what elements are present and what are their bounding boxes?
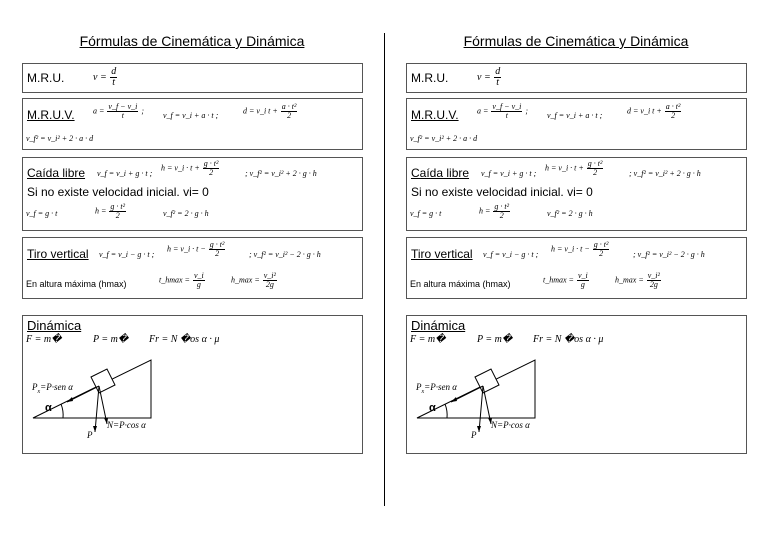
px-label-main: P	[416, 382, 422, 392]
tiro-thmax-den: g	[196, 280, 201, 289]
tiro-hmax-num: v_i²	[263, 271, 276, 280]
caida-h0-den: 2	[499, 211, 504, 220]
caida-h0-lhs: h =	[479, 206, 491, 216]
px-label-main: P	[32, 382, 38, 392]
p-label: P	[87, 430, 93, 440]
mru-formula-num: d	[495, 66, 501, 77]
px-label-rest: =P·sen α	[40, 382, 73, 392]
mruv-label: M.R.U.V.	[27, 108, 75, 122]
caida-h-num: g · t²	[203, 159, 219, 168]
caida-formula-h0	[479, 203, 511, 220]
px-arrow-head	[451, 397, 457, 402]
caida-formula-h0	[95, 203, 127, 220]
tiro-thmax-den: g	[580, 280, 585, 289]
caida-formula-vf: v_f = v_i + g · t ;	[481, 169, 537, 178]
dinamica-formula-fr: Fr = N �os α · μ	[149, 334, 220, 345]
caida-libre-box	[22, 157, 363, 231]
page-title: Fórmulas de Cinemática y Dinámica	[463, 33, 689, 49]
mruv-formula-vf: v_f = v_i + a · t ;	[547, 111, 603, 120]
tiro-hmax-lhs: h_max =	[615, 275, 644, 285]
tiro-formula-h	[551, 241, 610, 258]
caida-h0-lhs: h =	[95, 206, 107, 216]
tiro-formula-h	[167, 241, 226, 258]
caida-h-lhs: h = v_i · t +	[161, 163, 200, 173]
caida-note: Si no existe velocidad inicial. vi= 0	[27, 185, 209, 199]
mru-formula-lhs: v =	[477, 71, 491, 83]
mruv-d-num: a · t²	[665, 102, 681, 111]
px-arrow-head	[67, 397, 73, 402]
tiro-note: En altura máxima (hmax)	[410, 279, 511, 289]
mruv-formula-d	[243, 103, 298, 120]
caida-h0-num: g · t²	[110, 202, 126, 211]
p-arrow	[479, 386, 483, 432]
mruv-d-den: 2	[287, 111, 292, 120]
mru-box	[406, 63, 747, 93]
mruv-label: M.R.U.V.	[411, 108, 459, 122]
tiro-formula-thmax	[159, 272, 206, 289]
mruv-d-num: a · t²	[281, 102, 297, 111]
caida-h0-den: 2	[115, 211, 120, 220]
caida-note: Si no existe velocidad inicial. vi= 0	[411, 185, 593, 199]
n-label: N=P·cos α	[107, 420, 146, 430]
tiro-thmax-lhs: t_hmax =	[159, 275, 190, 285]
caida-formula-vf-gt: v_f = g · t	[26, 209, 58, 218]
caida-h-den: 2	[209, 168, 214, 177]
tiro-formula-vf: v_f = v_i − g · t ;	[483, 250, 539, 259]
mru-formula-den: t	[112, 77, 116, 88]
formula-sheet-right	[384, 0, 768, 543]
dinamica-label: Dinámica	[411, 318, 466, 333]
caida-formula-vf2: ; v_f² = v_i² + 2 · g · h	[245, 169, 317, 178]
caida-libre-box	[406, 157, 747, 231]
caida-formula-vf-gt: v_f = g · t	[410, 209, 442, 218]
inclined-plane-diagram	[23, 352, 163, 452]
mru-formula-lhs: v =	[93, 71, 107, 83]
caida-formula-vf2-0: v_f² = 2 · g · h	[547, 209, 593, 218]
mruv-accel-lhs: a =	[477, 106, 489, 116]
mruv-formula-vf2: v_f² = v_i² + 2 · a · d	[410, 134, 478, 143]
tiro-thmax-num: v_i	[577, 271, 588, 280]
tiro-formula-vf: v_f = v_i − g · t ;	[99, 250, 155, 259]
tiro-vertical-label: Tiro vertical	[411, 247, 473, 261]
mru-formula	[93, 67, 118, 88]
tiro-formula-vf2: ; v_f² = v_i² − 2 · g · h	[633, 250, 705, 259]
tiro-hmax-num: v_i²	[647, 271, 660, 280]
tiro-h-lhs: h = v_i · t −	[551, 244, 590, 254]
caida-formula-vf2: ; v_f² = v_i² + 2 · g · h	[629, 169, 701, 178]
angle-arc	[445, 404, 447, 418]
px-label-sub: x	[37, 388, 41, 395]
px-label	[32, 382, 73, 395]
tiro-h-num: g · t²	[209, 240, 225, 249]
dinamica-formula-p: P = m�	[477, 334, 513, 345]
dinamica-formula-f: F = m�	[410, 334, 446, 345]
tiro-h-den: 2	[215, 249, 220, 258]
dinamica-formula-fr: Fr = N �os α · μ	[533, 334, 604, 345]
block	[475, 369, 499, 393]
mru-label: M.R.U.	[411, 71, 449, 85]
alpha-label: α	[429, 402, 436, 414]
mru-box	[22, 63, 363, 93]
p-arrow-head	[477, 426, 481, 432]
caida-h0-num: g · t²	[494, 202, 510, 211]
p-arrow-head	[93, 426, 97, 432]
caida-h-lhs: h = v_i · t +	[545, 163, 584, 173]
mruv-formula-d	[627, 103, 682, 120]
p-arrow	[95, 386, 99, 432]
tiro-hmax-den: 2g	[265, 280, 274, 289]
tiro-h-den: 2	[599, 249, 604, 258]
dinamica-box	[406, 315, 747, 454]
mruv-d-den: 2	[671, 111, 676, 120]
px-label-sub: x	[421, 388, 425, 395]
tiro-vertical-label: Tiro vertical	[27, 247, 89, 261]
tiro-vertical-box	[406, 237, 747, 299]
px-label-rest: =P·sen α	[424, 382, 457, 392]
tiro-formula-thmax	[543, 272, 590, 289]
mruv-formula-vf: v_f = v_i + a · t ;	[163, 111, 219, 120]
mruv-formula-vf2: v_f² = v_i² + 2 · a · d	[26, 134, 94, 143]
mruv-formula-accel	[477, 103, 528, 120]
mruv-sep: ;	[141, 106, 145, 116]
caida-formula-h	[161, 160, 220, 177]
tiro-formula-hmax	[231, 272, 278, 289]
tiro-formula-vf2: ; v_f² = v_i² − 2 · g · h	[249, 250, 321, 259]
tiro-thmax-lhs: t_hmax =	[543, 275, 574, 285]
mruv-box	[406, 98, 747, 150]
mruv-accel-num: v_f − v_i	[492, 102, 522, 111]
dinamica-formula-p: P = m�	[93, 334, 129, 345]
mruv-d-lhs: d = v_i t +	[627, 106, 662, 116]
mru-formula-num: d	[111, 66, 117, 77]
mru-label: M.R.U.	[27, 71, 65, 85]
mru-formula	[477, 67, 502, 88]
alpha-label: α	[45, 402, 52, 414]
n-label: N=P·cos α	[491, 420, 530, 430]
mruv-accel-lhs: a =	[93, 106, 105, 116]
caida-libre-label: Caída libre	[27, 166, 86, 180]
px-label	[416, 382, 457, 395]
mruv-accel-den: t	[121, 111, 124, 120]
caida-formula-h	[545, 160, 604, 177]
dinamica-formula-f: F = m�	[26, 334, 62, 345]
caida-h-den: 2	[593, 168, 598, 177]
mruv-box	[22, 98, 363, 150]
tiro-formula-hmax	[615, 272, 662, 289]
page-title: Fórmulas de Cinemática y Dinámica	[79, 33, 305, 49]
mruv-d-lhs: d = v_i t +	[243, 106, 278, 116]
angle-arc	[61, 404, 63, 418]
mruv-formula-accel	[93, 103, 144, 120]
dinamica-box	[22, 315, 363, 454]
tiro-h-num: g · t²	[593, 240, 609, 249]
dinamica-label: Dinámica	[27, 318, 82, 333]
caida-formula-vf: v_f = v_i + g · t ;	[97, 169, 153, 178]
tiro-hmax-den: 2g	[649, 280, 658, 289]
mruv-accel-den: t	[505, 111, 508, 120]
inclined-plane-diagram	[407, 352, 547, 452]
tiro-vertical-box	[22, 237, 363, 299]
mruv-accel-num: v_f − v_i	[108, 102, 138, 111]
caida-formula-vf2-0: v_f² = 2 · g · h	[163, 209, 209, 218]
tiro-hmax-lhs: h_max =	[231, 275, 260, 285]
tiro-note: En altura máxima (hmax)	[26, 279, 127, 289]
caida-h-num: g · t²	[587, 159, 603, 168]
mruv-sep: ;	[525, 106, 529, 116]
p-label: P	[471, 430, 477, 440]
tiro-thmax-num: v_i	[193, 271, 204, 280]
mru-formula-den: t	[496, 77, 500, 88]
tiro-h-lhs: h = v_i · t −	[167, 244, 206, 254]
caida-libre-label: Caída libre	[411, 166, 470, 180]
block	[91, 369, 115, 393]
